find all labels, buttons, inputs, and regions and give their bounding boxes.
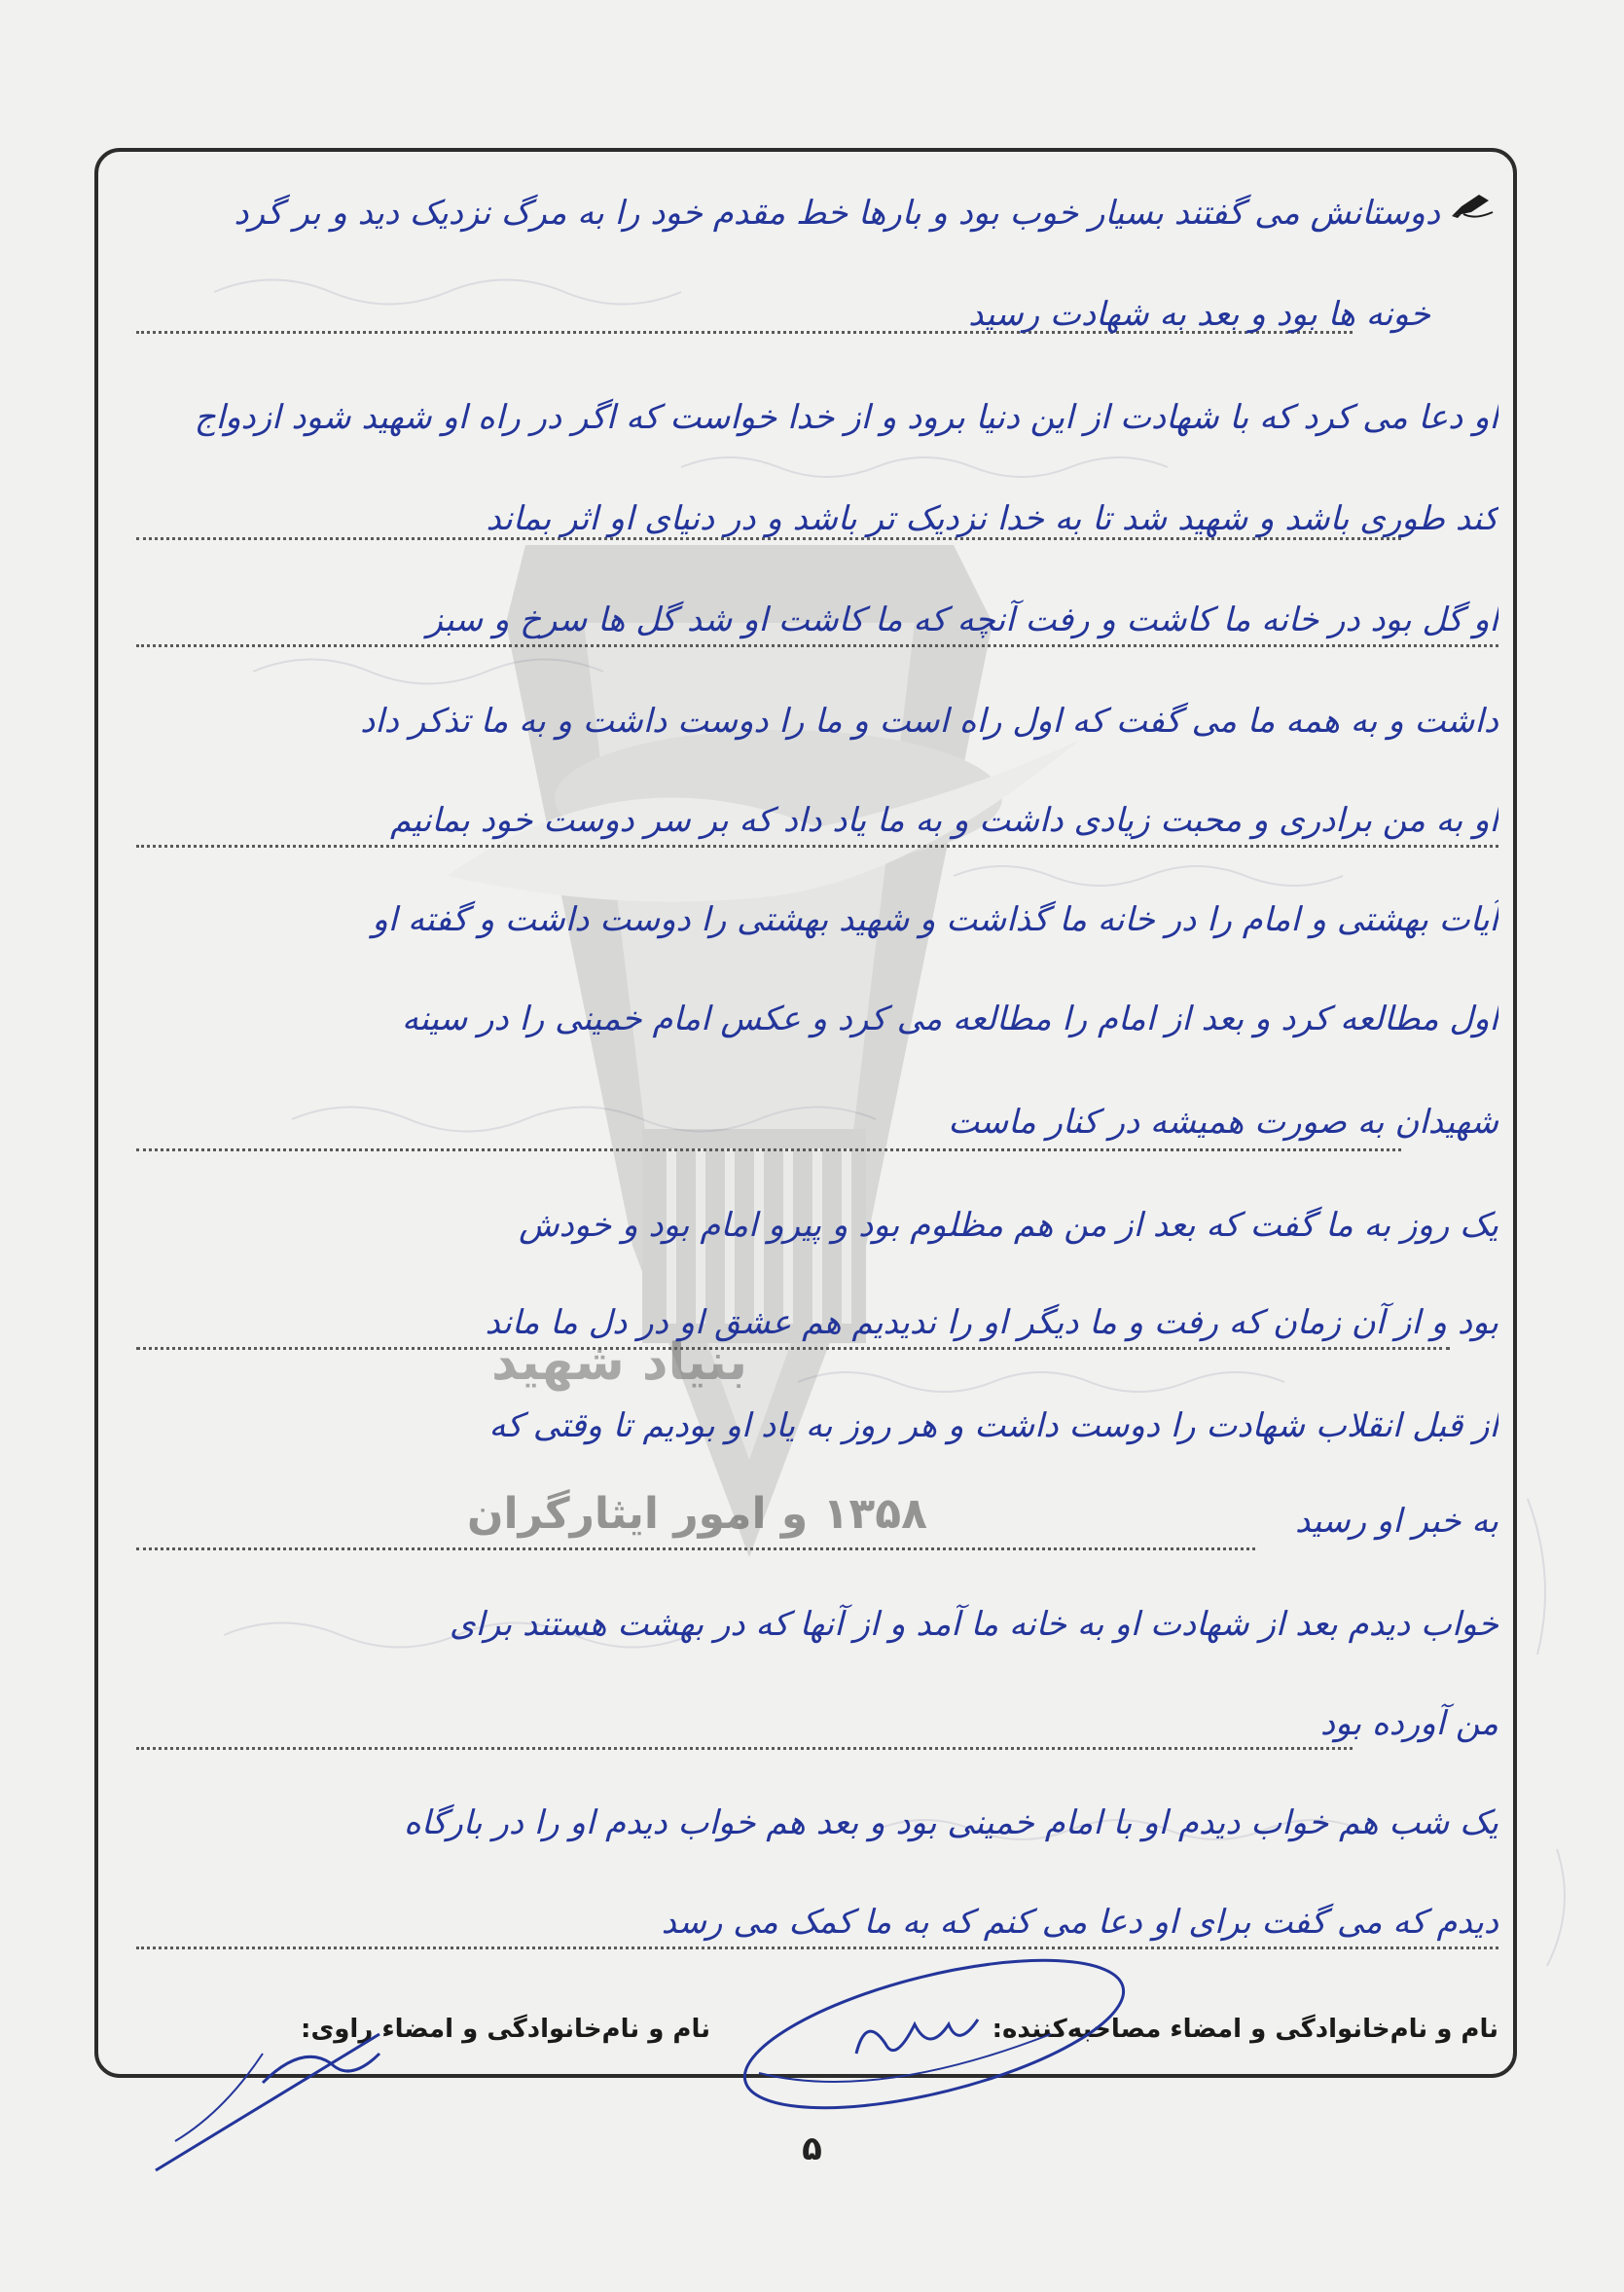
- handwritten-line: دیدم که می گفت برای او دعا می کنم که به ما کمک می رسد: [661, 1903, 1498, 1942]
- handwritten-line: من آورده بود: [1319, 1704, 1498, 1743]
- handwritten-line: یک روز به ما گفت که بعد از من هم مظلوم بود و پیرو امام بود و خودش: [519, 1206, 1498, 1245]
- handwritten-line: آیات بهشتی و امام را در خانه ما گذاشت و شهید بهشتی را دوست داشت و گفته او: [372, 900, 1498, 939]
- handwritten-line: بود و از آن زمان که رفت و ما دیگر او را ندیدیم هم عشق او در دل ما ماند: [485, 1303, 1498, 1342]
- narrator-signature-label: نام و نام‌خانوادگی و امضاء راوی:: [301, 2015, 710, 2044]
- handwritten-line: شهیدان به صورت همیشه در کنار ماست: [948, 1103, 1498, 1142]
- interviewer-signature-label: نام و نام‌خانوادگی و امضاء مصاحبه‌کننده:: [992, 2015, 1498, 2044]
- interviewer-signature: [720, 1927, 1148, 2122]
- handwritten-line: دوستانش می گفتند بسیار خوب بود و بارها خط مقدم خود را به مرگ نزدیک دید و بر گرد: [234, 194, 1440, 233]
- handwritten-line: داشت و به همه ما می گفت که اول راه است و ما را دوست داشت و به ما تذکر داد: [360, 702, 1498, 741]
- handwritten-line: از قبل انقلاب شهادت را دوست داشت و هر روز به یاد او بودیم تا وقتی که: [488, 1406, 1498, 1445]
- watermark-caption: ۱۳۵۸ و امور ایثارگران: [467, 1489, 927, 1539]
- handwritten-line: او گل بود در خانه ما کاشت و رفت آنچه که ما کاشت او شد گل ها سرخ و سبز: [426, 600, 1498, 639]
- handwritten-line: یک شب هم خواب دیدم او با امام خمینی بود و بعد هم خواب دیدم او را در بارگاه: [404, 1803, 1498, 1842]
- page-number: ۵: [802, 2129, 822, 2168]
- pen-icon: [1450, 191, 1495, 220]
- handwritten-line: او به من برادری و محبت زیادی داشت و به ما یاد داد که بر سر دوست خود بمانیم: [390, 801, 1498, 840]
- handwritten-line: او دعا می کرد که با شهادت از این دنیا برود و از خدا خواست که اگر در راه او شهید شود ازدواج: [194, 398, 1498, 437]
- handwritten-line: اول مطالعه کرد و بعد از امام را مطالعه می کرد و عکس امام خمینی را در سینه: [402, 1000, 1498, 1038]
- handwritten-line: کند طوری باشد و شهید شد تا به خدا نزدیک تر باشد و در دنیای او اثر بماند: [486, 499, 1498, 538]
- handwritten-line: خونه ها بود و بعد به شهادت رسید: [968, 295, 1430, 334]
- handwritten-line: خواب دیدم بعد از شهادت او به خانه ما آمد و از آنها که در بهشت هستند برای: [449, 1605, 1498, 1644]
- watermark-org-name: بنیاد شهید: [491, 1333, 748, 1392]
- handwritten-line: به خبر او رسید: [1294, 1502, 1498, 1541]
